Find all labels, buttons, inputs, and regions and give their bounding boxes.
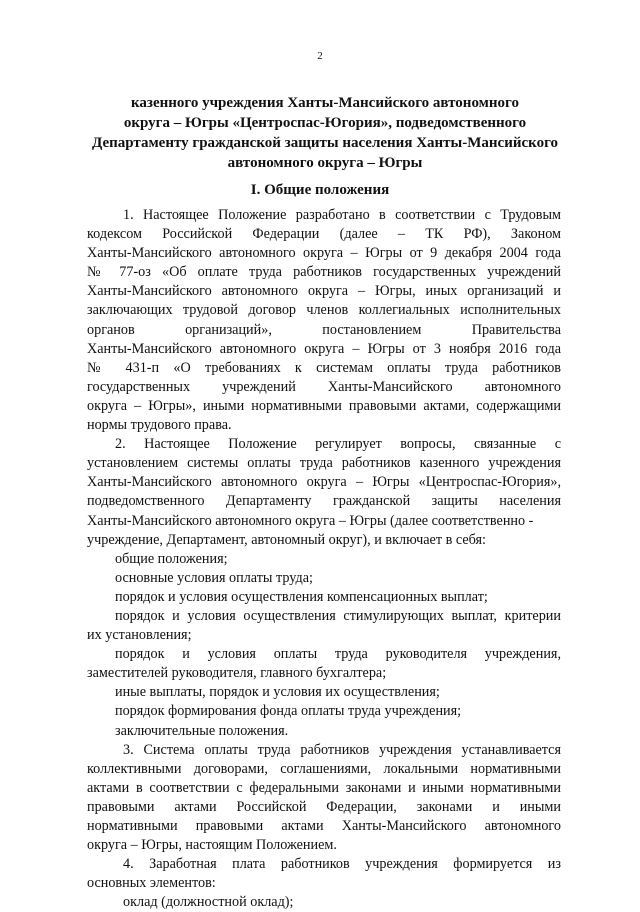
list-item: порядок и условия осуществления компенсационных выплат; bbox=[115, 588, 488, 605]
text-line: подведомственного Департаменту гражданской защиты населения bbox=[87, 493, 561, 510]
text-line: округа – Югры», иными нормативными правовыми актами, содержащими bbox=[87, 397, 561, 414]
text-line: заместителей руководителя, главного бухгалтера; bbox=[87, 665, 387, 682]
text-line: округа – Югры, настоящим Положением. bbox=[87, 837, 337, 854]
title-line: казенного учреждения Ханты-Мансийского автономного bbox=[131, 95, 519, 111]
text-line: основных элементов: bbox=[87, 875, 216, 892]
list-item: порядок формирования фонда оплаты труда учреждения; bbox=[115, 703, 462, 720]
text-line: Ханты-Мансийского автономного округа – Югры, иных организаций и bbox=[87, 283, 561, 300]
text-line: Ханты-Мансийского автономного округа – Югры (далее соответственно - bbox=[87, 512, 534, 529]
section-heading: I. Общие положения bbox=[250, 182, 390, 198]
text-line: учреждение, Департамент, автономный округ), и включает в себя: bbox=[87, 531, 486, 548]
text-line: коллективными договорами, соглашениями, локальными нормативными bbox=[87, 760, 561, 777]
list-item: оклад (должностной оклад); bbox=[123, 894, 294, 911]
text-line: их установления; bbox=[87, 627, 192, 644]
list-item: порядок и условия оплаты труда руководителя учреждения, bbox=[115, 646, 561, 663]
list-item: порядок и условия осуществления стимулирующих выплат, критерии bbox=[115, 607, 561, 624]
text-line: кодексом Российской Федерации (далее – ТК РФ), Законом bbox=[87, 226, 561, 243]
text-line: 1. Настоящее Положение разработано в соответствии с Трудовым bbox=[123, 207, 561, 223]
text-line: актами в соответствии с федеральными законами и иными нормативными bbox=[87, 779, 561, 796]
text-line: № 77-оз «Об оплате труда работников государственных учреждений bbox=[87, 264, 561, 281]
text-line: № 431-п «О требованиях к системам оплаты труда работников bbox=[87, 359, 561, 376]
list-item: общие положения; bbox=[115, 550, 228, 567]
list-item: иные выплаты, порядок и условия их осуществления; bbox=[115, 684, 440, 701]
document-body bbox=[87, 206, 561, 912]
text-line: установлением системы оплаты труда работников казенного учреждения bbox=[87, 455, 561, 472]
text-line: государственных учреждений Ханты-Мансийского автономного bbox=[87, 378, 561, 395]
text-line: 3. Система оплаты труда работников учреждения устанавливается bbox=[123, 741, 561, 758]
text-line: Ханты-Мансийского автономного округа – Югры от 3 ноября 2016 года bbox=[87, 340, 561, 357]
text-line: Ханты-Мансийского автономного округа – Югры от 9 декабря 2004 года bbox=[87, 245, 561, 262]
text-line: органов организаций», постановлением Правительства bbox=[87, 321, 561, 338]
page-number: 2 bbox=[317, 50, 323, 62]
title-line: Департаменту гражданской защиты населения Ханты-Мансийского bbox=[91, 135, 559, 151]
text-line: 4. Заработная плата работников учреждения формируется из bbox=[123, 856, 561, 873]
text-line: Ханты-Мансийского автономного округа – Югры «Центроспас-Югория», bbox=[87, 474, 561, 491]
text-line: нормативными правовыми актами Ханты-Мансийского автономного bbox=[87, 818, 561, 834]
title-line: автономного округа – Югры bbox=[227, 155, 423, 171]
text-line: заключающих трудовой договор членов коллегиальных исполнительных bbox=[87, 302, 561, 319]
title-line: округа – Югры «Центроспас-Югория», подведомственного bbox=[123, 115, 527, 131]
list-item: основные условия оплаты труда; bbox=[115, 569, 313, 586]
document-title bbox=[90, 93, 560, 173]
text-line: правовыми актами Российской Федерации, законами и иными bbox=[87, 798, 561, 815]
list-item: заключительные положения. bbox=[115, 722, 289, 739]
text-line: нормы трудового права. bbox=[87, 417, 232, 434]
text-line: 2. Настоящее Положение регулирует вопросы, связанные с bbox=[115, 436, 561, 453]
